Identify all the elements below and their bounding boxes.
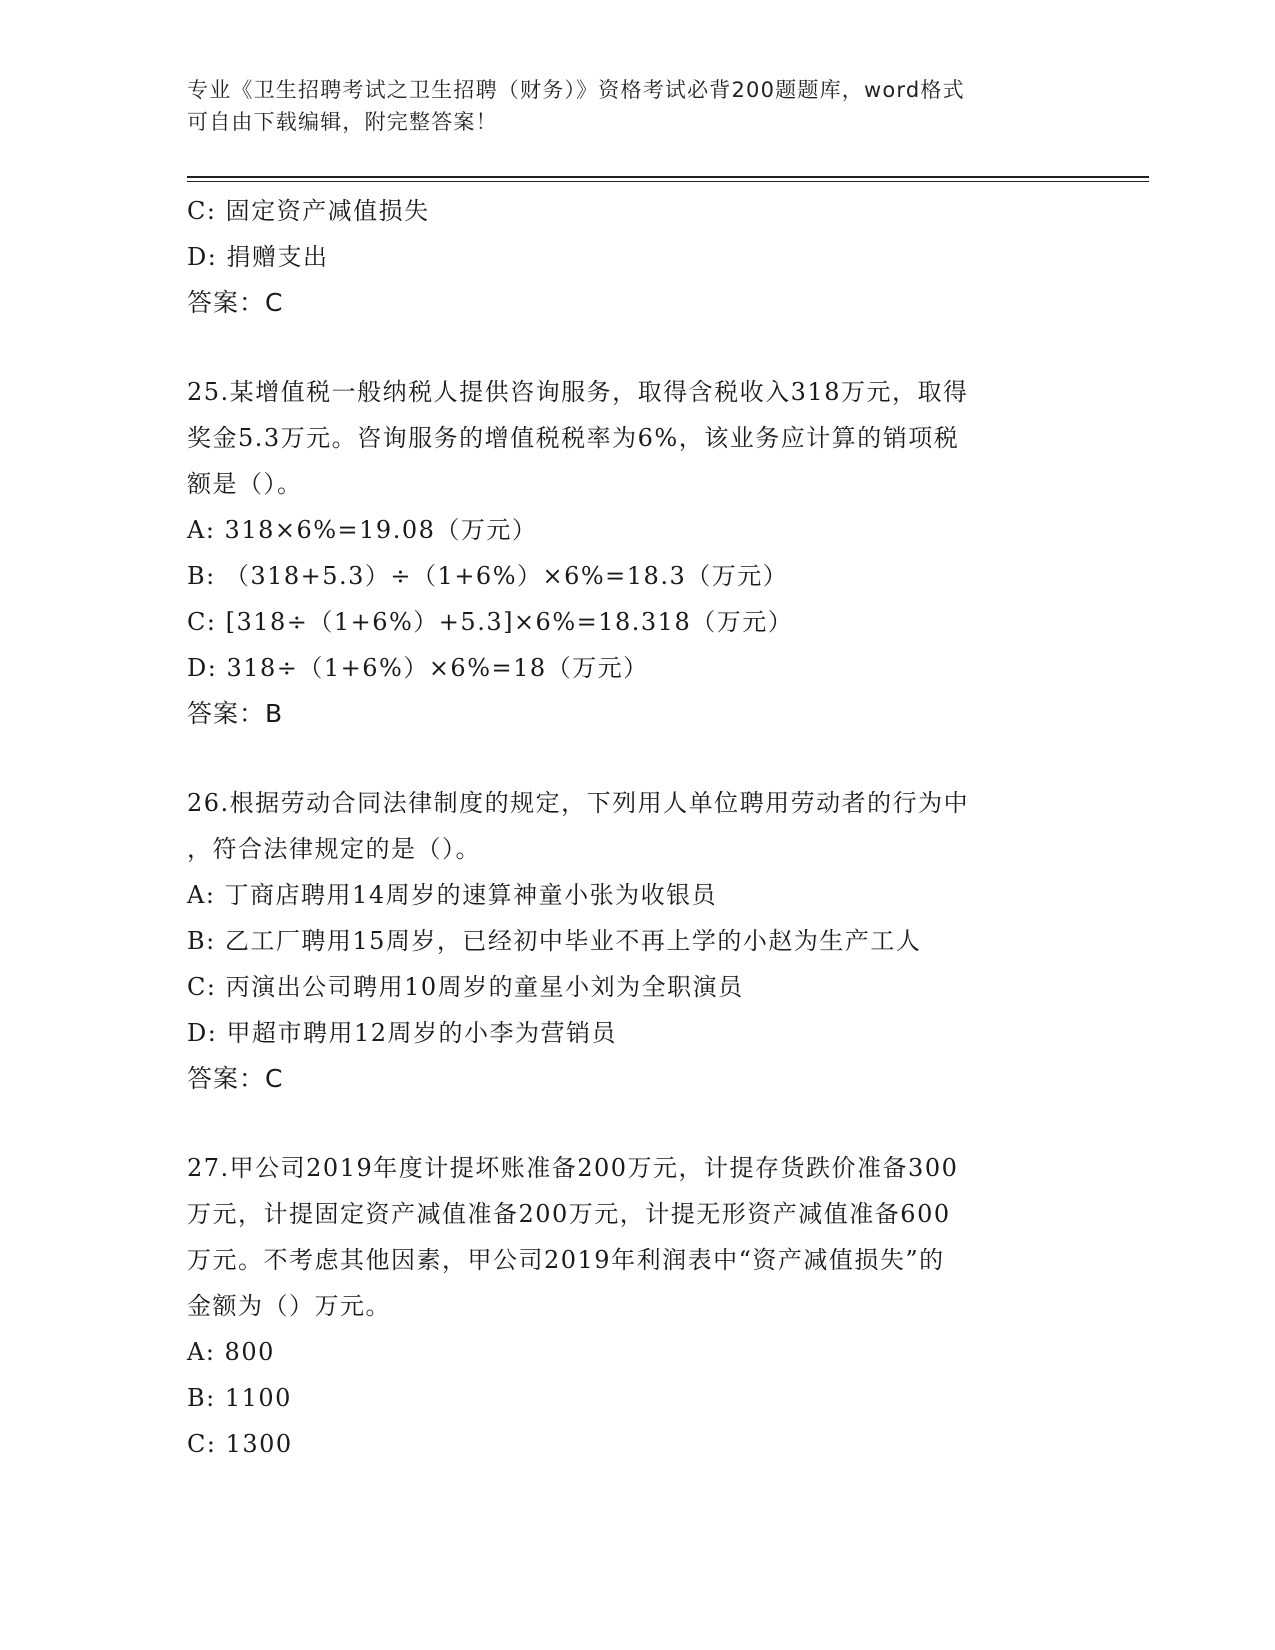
option-c: C: [318÷（1+6%）+5.3]×6%=18.318（万元） — [187, 608, 794, 636]
question-stem-line: 27.甲公司2019年度计提坏账准备200万元，计提存货跌价准备300 — [187, 1154, 959, 1182]
answer: 答案：B — [187, 699, 284, 728]
option-c: C: 1300 — [187, 1430, 293, 1458]
question-stem-line: 金额为（）万元。 — [187, 1292, 391, 1320]
spacer — [187, 326, 1087, 369]
option-d: D: 甲超市聘用12周岁的小李为营销员 — [187, 1019, 617, 1047]
option-a: A: 800 — [187, 1338, 275, 1366]
option-b: B: 1100 — [187, 1384, 292, 1412]
question-stem-line: 额是（）。 — [187, 470, 303, 498]
question-26 — [187, 780, 1087, 1102]
question-27 — [187, 1145, 1087, 1467]
header-rule-thin — [187, 181, 1149, 182]
question-stem-line: 奖金5.3万元。咨询服务的增值税税率为6%，该业务应计算的销项税 — [187, 424, 960, 452]
header-line-2: 可自由下载编辑，附完整答案！ — [187, 110, 498, 134]
option-a: A: 丁商店聘用14周岁的速算神童小张为收银员 — [187, 881, 718, 909]
question-stem-line: 万元，计提固定资产减值准备200万元，计提无形资产减值准备600 — [187, 1200, 951, 1228]
option-b: B: 乙工厂聘用15周岁，已经初中毕业不再上学的小赵为生产工人 — [187, 927, 922, 955]
question-stem-line: 26.根据劳动合同法律制度的规定，下列用人单位聘用劳动者的行为中 — [187, 789, 970, 817]
option-c: C: 固定资产减值损失 — [187, 197, 430, 225]
option-d: D: 318÷（1+6%）×6%=18（万元） — [187, 654, 649, 682]
answer: 答案：C — [187, 288, 284, 317]
header-line-1: 专业《卫生招聘考试之卫生招聘（财务）》资格考试必背200题题库，word格式 — [187, 78, 965, 102]
question-stem-line: 万元。不考虑其他因素，甲公司2019年利润表中“资产减值损失”的 — [187, 1246, 945, 1274]
spacer — [187, 737, 1087, 780]
question-25 — [187, 369, 1087, 737]
question-stem-line: 25.某增值税一般纳税人提供咨询服务，取得含税收入318万元，取得 — [187, 378, 969, 406]
answer: 答案：C — [187, 1064, 284, 1093]
option-c: C: 丙演出公司聘用10周岁的童星小刘为全职演员 — [187, 973, 744, 1001]
document-body — [187, 188, 1087, 1467]
option-d: D: 捐赠支出 — [187, 243, 329, 271]
document-header — [187, 74, 1087, 138]
spacer — [187, 1102, 1087, 1145]
option-a: A: 318×6%=19.08（万元） — [187, 516, 538, 544]
option-b: B: （318+5.3）÷（1+6%）×6%=18.3（万元） — [187, 562, 789, 590]
question-stem-line: ，符合法律规定的是（）。 — [187, 835, 481, 863]
header-rule-thick — [187, 176, 1149, 178]
question-24-continued — [187, 188, 1087, 326]
